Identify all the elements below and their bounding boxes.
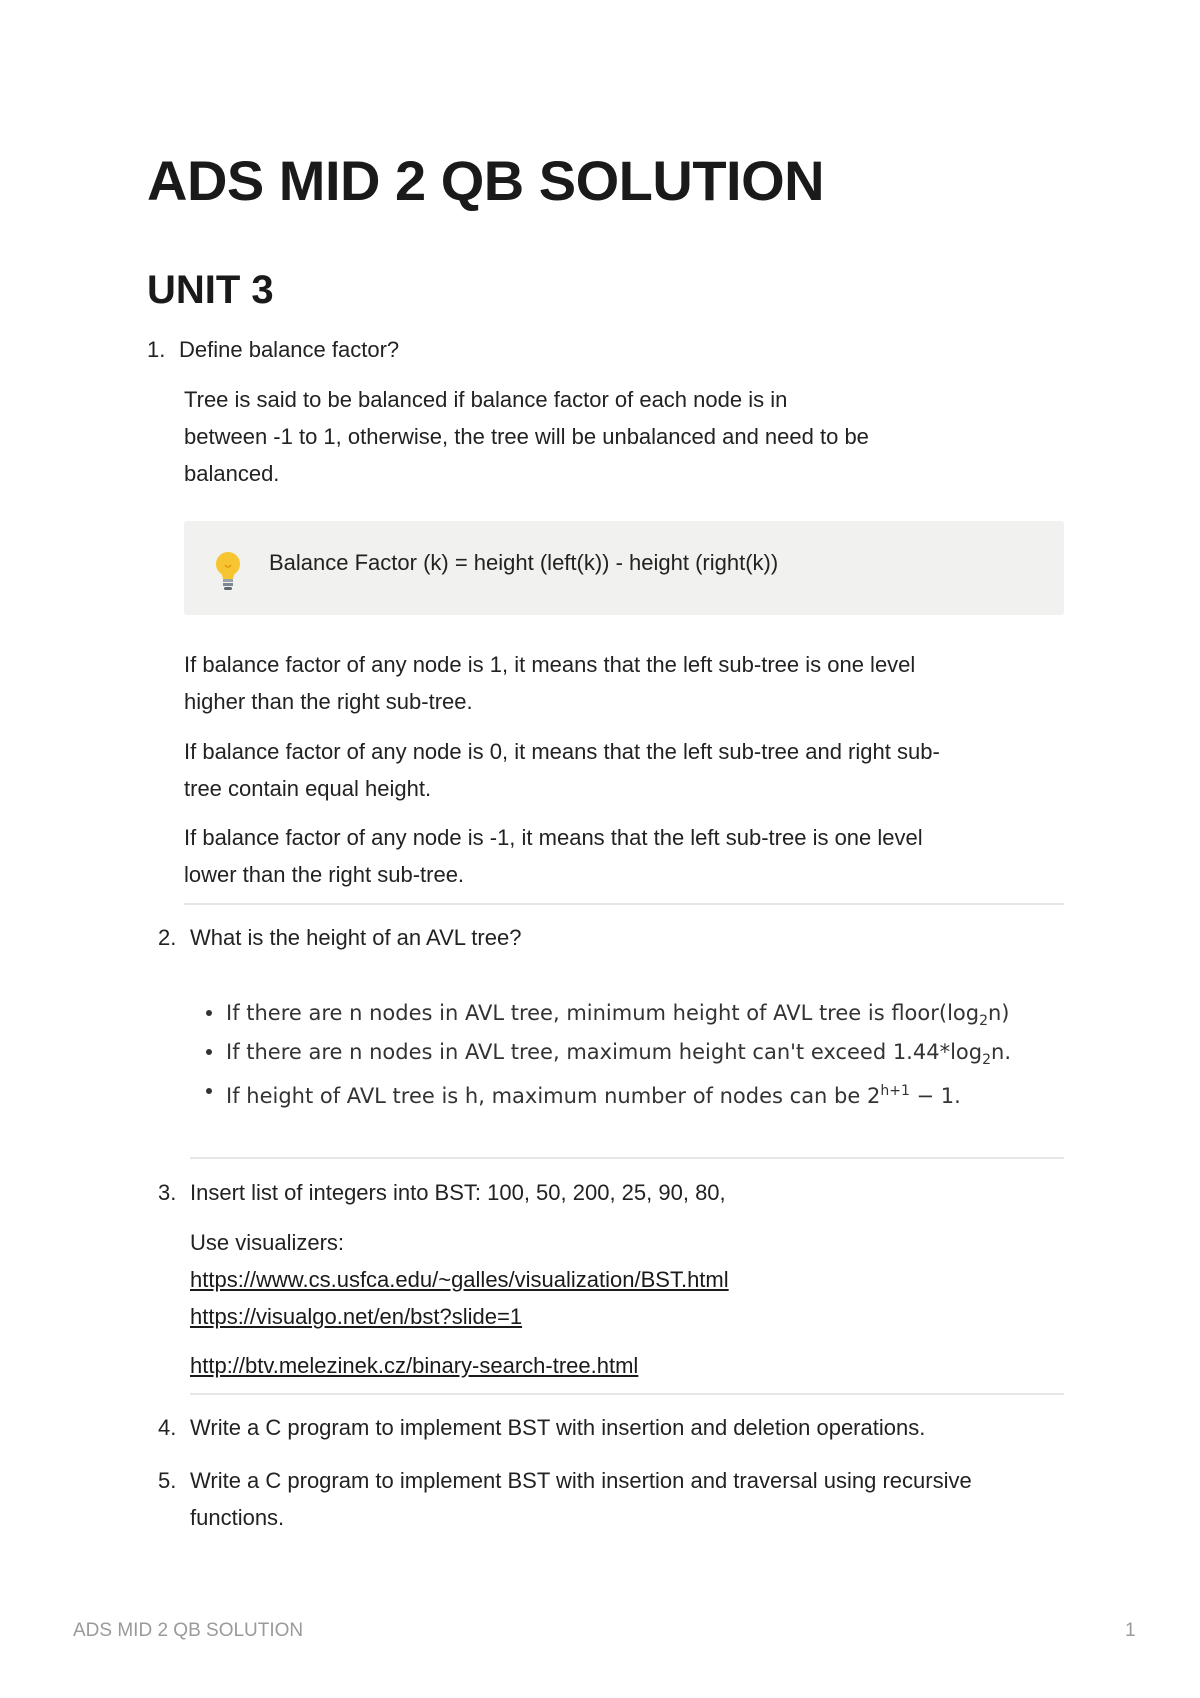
list-item: If there are n nodes in AVL tree, minimum height of AVL tree is $floor(\log_2n)$ [204,994,1011,1033]
question-text: Define balance factor? [179,337,400,362]
question-text-continued: functions. [190,1505,285,1530]
callout-box [184,521,1064,615]
case-line: If balance factor of any node is 0, it means that the left sub-tree and right sub- [184,739,940,764]
case-paragraph-3 [184,819,923,893]
question-number: 3. [158,1180,177,1205]
question-number: 1. [147,337,166,362]
case-paragraph-1 [184,646,915,720]
question-number: 2. [158,925,177,950]
question-4 [158,1410,925,1446]
footer-document-title: ADS MID 2 QB SOLUTION [73,1620,304,1641]
question-2 [158,920,521,956]
divider [190,1157,1064,1159]
question-number: 4. [158,1415,177,1440]
list-item: If height of AVL tree is h, maximum number of nodes can be $2^{h+1} - 1$. [204,1072,1011,1111]
page-title: ADS MID 2 QB SOLUTION [147,149,825,212]
avl-height-bullets [204,994,1011,1111]
question-text: What is the height of an AVL tree? [190,925,522,950]
answer-line: Tree is said to be balanced if balance factor of each node is in [184,387,788,412]
case-line: lower than the right sub-tree. [184,862,465,887]
callout-text: Balance Factor (k) = height (left(k)) - height (right(k)) [269,550,779,575]
link-melezinek-bst[interactable]: http://btv.melezinek.cz/binary-search-tree.html [190,1353,639,1378]
visualizers-label: Use visualizers: [190,1230,345,1255]
page-number: 1 [1125,1620,1136,1641]
question-5 [158,1462,972,1536]
question-number: 5. [158,1468,177,1493]
answer-line: between -1 to 1, otherwise, the tree will be unbalanced and need to be [184,424,869,449]
case-paragraph-2 [184,733,940,807]
divider [184,903,1064,905]
divider [190,1393,1064,1395]
link-usfca-bst[interactable]: https://www.cs.usfca.edu/~galles/visualization/BST.html [190,1267,729,1292]
lightbulb-icon [212,549,244,593]
answer-1-paragraph [184,381,869,492]
question-text: Write a C program to implement BST with insertion and deletion operations. [190,1415,926,1440]
question-text: Insert list of integers into BST: 100, 50, 200, 25, 90, 80, [190,1180,726,1205]
question-3 [158,1175,726,1211]
list-item: If there are n nodes in AVL tree, maximum height can't exceed $1.44*\log_2n$. [204,1033,1011,1072]
question-1 [147,332,399,368]
link-visualgo-bst[interactable]: https://visualgo.net/en/bst?slide=1 [190,1304,523,1329]
case-line: If balance factor of any node is -1, it means that the left sub-tree is one level [184,825,923,850]
visualizer-block [190,1224,729,1384]
case-line: higher than the right sub-tree. [184,689,473,714]
answer-line: balanced. [184,461,280,486]
case-line: If balance factor of any node is 1, it means that the left sub-tree is one level [184,652,916,677]
unit-heading: UNIT 3 [147,268,274,312]
question-text: Write a C program to implement BST with insertion and traversal using recursive [190,1468,972,1493]
case-line: tree contain equal height. [184,776,432,801]
